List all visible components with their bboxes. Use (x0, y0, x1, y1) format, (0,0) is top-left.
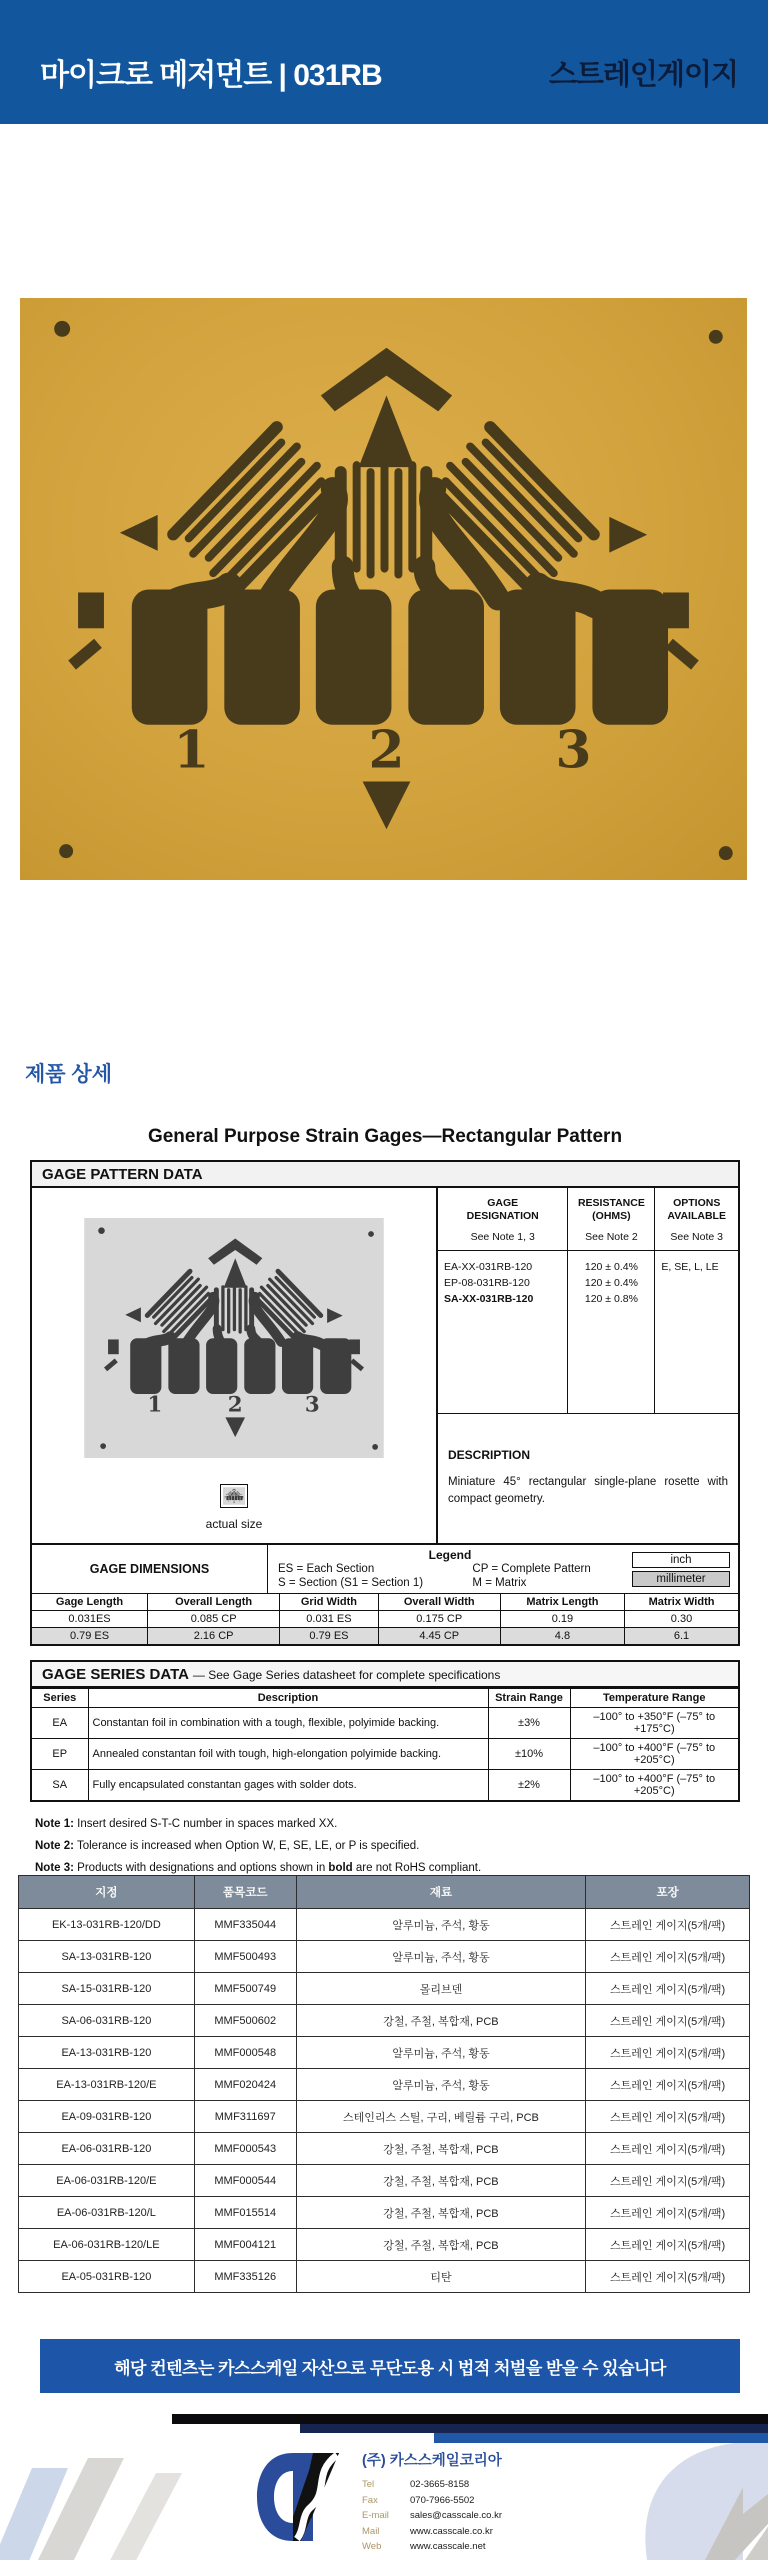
table-cell: E-mail (362, 2510, 389, 2521)
table-cell: 0.79 ES (280, 1628, 378, 1645)
legend-item: M = Matrix (472, 1577, 527, 1589)
table-cell: 알루미늄, 주석, 황동 (296, 1941, 586, 1973)
table-row (19, 2229, 750, 2261)
contact-list (362, 2477, 502, 2555)
table-cell: www.casscale.co.kr (410, 2525, 493, 2537)
table-cell: 0.19 (500, 1611, 624, 1628)
col-note: See Note 2 (585, 1231, 638, 1243)
table-header-cell: 품목코드 (194, 1876, 296, 1909)
table-cell: 0.085 CP (148, 1611, 280, 1628)
table-header-cell: Strain Range (488, 1689, 570, 1708)
table-cell: 강철, 주철, 복합재, PCB (296, 2229, 586, 2261)
resistance-value: 120 ± 0.4% (584, 1261, 638, 1273)
page-header (0, 0, 768, 124)
note-bold: bold (328, 1862, 353, 1874)
table-cell: 스트레인 게이지(5개/팩) (586, 1973, 750, 2005)
product-photo (20, 298, 747, 880)
note-label: Note 3: (35, 1862, 74, 1874)
legend-item: ES = Each Section (278, 1563, 375, 1575)
table-row (19, 2197, 750, 2229)
table-header-cell: Gage Length (32, 1594, 148, 1611)
series-subtitle: — See Gage Series datasheet for complete specifications (192, 1668, 501, 1682)
details-heading: 제품 상세 (25, 1063, 112, 1086)
table-row (19, 2005, 750, 2037)
table-cell: EP (32, 1739, 88, 1770)
description-title: DESCRIPTION (448, 1448, 531, 1462)
table-cell: 스트레인 게이지(5개/팩) (586, 2133, 750, 2165)
table-cell: MMF004121 (194, 2229, 296, 2261)
table-header-cell: Overall Width (378, 1594, 500, 1611)
pattern-photo-cell (32, 1188, 438, 1543)
designation-list (438, 1251, 568, 1413)
table-cell: Web (362, 2541, 382, 2552)
note-text: Tolerance is increased when Option W, E, SE, LE, or P is specified. (73, 1840, 420, 1852)
table-cell: 스트레인 게이지(5개/팩) (586, 2197, 750, 2229)
designation: EP-08-031RB-120 (444, 1277, 530, 1289)
table-cell: Mail (362, 2525, 380, 2537)
table-cell: 0.175 CP (378, 1611, 500, 1628)
table-cell: 스트레인 게이지(5개/팩) (586, 2101, 750, 2133)
table-header-cell: Matrix Length (500, 1594, 624, 1611)
copyright-notice-banner (40, 2339, 740, 2393)
table-cell: Tel (362, 2479, 375, 2490)
table-cell: EK-13-031RB-120/DD (19, 1909, 195, 1941)
table-cell: sales@casscale.co.kr (410, 2510, 503, 2521)
table-cell: 강철, 주철, 복합재, PCB (296, 2133, 586, 2165)
table-cell: –100° to +350°F (–75° to +175°C) (570, 1708, 738, 1739)
table-cell: Annealed constantan foil with tough, high-elongation polyimide backing. (88, 1739, 488, 1770)
cs-watermark (0, 2458, 200, 2560)
unit-millimeter: millimeter (632, 1571, 730, 1587)
note-line (35, 1835, 740, 1857)
table-cell: 스트레인 게이지(5개/팩) (586, 1909, 750, 1941)
table-cell: 스트레인 게이지(5개/팩) (586, 2037, 750, 2069)
col-header-options (655, 1188, 738, 1251)
description-text: Miniature 45° rectangular single-plane rosette with compact geometry. (448, 1476, 728, 1505)
copyright-notice-text: 해당 컨텐츠는 카스스케일 자산으로 무단도용 시 법적 처벌을 받을 수 있습니다 (114, 2358, 666, 2378)
table-cell: –100° to +400°F (–75° to +205°C) (570, 1739, 738, 1770)
table-row (19, 2165, 750, 2197)
table-row (362, 2493, 502, 2509)
table-row (32, 1708, 738, 1739)
table-row (362, 2524, 502, 2540)
note-text: Products with designations and options shown in (73, 1862, 329, 1874)
gage-series-table (32, 1688, 738, 1800)
table-header-row (19, 1876, 750, 1909)
table-row (19, 2069, 750, 2101)
pattern-photo (61, 1218, 407, 1458)
table-cell: 스트레인 게이지(5개/팩) (586, 2069, 750, 2101)
table-cell: 02-3665-8158 (410, 2479, 470, 2490)
product-variants-table (18, 1875, 750, 2293)
table-cell: 알루미늄, 주석, 황동 (296, 2037, 586, 2069)
table-cell: 0.30 (625, 1611, 738, 1628)
designation: EA-XX-031RB-120 (444, 1261, 533, 1273)
cas-logo (253, 2447, 345, 2547)
table-row (362, 2539, 502, 2555)
table-cell: MMF335126 (194, 2261, 296, 2293)
gage-pattern-data-box (30, 1160, 740, 1646)
table-cell: 티탄 (296, 2261, 586, 2293)
table-header-cell: Temperature Range (570, 1689, 738, 1708)
table-cell: 2.16 CP (148, 1628, 280, 1645)
table-cell: EA-06-031RB-120/LE (19, 2229, 195, 2261)
table-cell: –100° to +400°F (–75° to +205°C) (570, 1770, 738, 1801)
table-header-cell: Description (88, 1689, 488, 1708)
table-cell: MMF020424 (194, 2069, 296, 2101)
table-cell: MMF000548 (194, 2037, 296, 2069)
page-title: 마이크로 메저먼트 | 031RB (40, 59, 382, 92)
category-label: 스트레인게이지 (548, 59, 738, 91)
table-cell: 강철, 주철, 복합재, PCB (296, 2197, 586, 2229)
col-header-resistance (568, 1188, 655, 1251)
table-cell: 0.79 ES (32, 1628, 148, 1645)
table-row (19, 2133, 750, 2165)
table-cell: 6.1 (625, 1628, 738, 1645)
table-cell: Fax (362, 2494, 378, 2506)
footer-bar-black (172, 2414, 768, 2424)
table-cell: 알루미늄, 주석, 황동 (296, 1909, 586, 1941)
table-header-row (32, 1689, 738, 1708)
table-cell: SA-15-031RB-120 (19, 1973, 195, 2005)
table-header-cell: Series (32, 1689, 88, 1708)
footer-bar-navy (300, 2424, 768, 2433)
table-cell: MMF015514 (194, 2197, 296, 2229)
gage-dimensions-table (32, 1593, 738, 1644)
table-cell: MMF500602 (194, 2005, 296, 2037)
strain-gauge-photo-graphic (20, 298, 747, 880)
table-row (19, 1973, 750, 2005)
table-row (32, 1611, 738, 1628)
table-cell: EA (32, 1708, 88, 1739)
table-cell: 알루미늄, 주석, 황동 (296, 2069, 586, 2101)
table-cell: MMF000543 (194, 2133, 296, 2165)
table-cell: MMF311697 (194, 2101, 296, 2133)
note-label: Note 2: (35, 1840, 74, 1852)
table-header-row (32, 1594, 738, 1611)
datasheet-notes (30, 1813, 740, 1879)
table-cell: SA-13-031RB-120 (19, 1941, 195, 1973)
table-cell: 0.031 ES (280, 1611, 378, 1628)
table-header-cell: Overall Length (148, 1594, 280, 1611)
table-cell: MMF500493 (194, 1941, 296, 1973)
table-cell: Constantan foil in combination with a tough, flexible, polyimide backing. (88, 1708, 488, 1739)
designation: SA-XX-031RB-120 (444, 1293, 534, 1305)
table-cell: SA (32, 1770, 88, 1801)
note-text: are not RoHS compliant. (352, 1862, 482, 1874)
strain-gauge-diagram-graphic (61, 1218, 407, 1458)
company-name: (주) 카스스케일코리아 (362, 2453, 502, 2469)
col-title: DESIGNATION (466, 1210, 539, 1222)
table-row (32, 1628, 738, 1645)
table-cell: 스테인리스 스틸, 구리, 베릴륨 구리, PCB (296, 2101, 586, 2133)
table-cell: EA-05-031RB-120 (19, 2261, 195, 2293)
table-row (19, 2261, 750, 2293)
table-row (19, 1941, 750, 1973)
note-line (35, 1813, 740, 1835)
table-cell: SA-06-031RB-120 (19, 2005, 195, 2037)
table-cell: 강철, 주철, 복합재, PCB (296, 2165, 586, 2197)
legend-item: S = Section (S1 = Section 1) (278, 1577, 424, 1589)
gage-dimensions-title: GAGE DIMENSIONS (32, 1545, 268, 1593)
table-cell: ±2% (488, 1770, 570, 1801)
table-row (32, 1739, 738, 1770)
table-cell: MMF000544 (194, 2165, 296, 2197)
gage-series-data-box (30, 1660, 740, 1802)
table-cell: 스트레인 게이지(5개/팩) (586, 2261, 750, 2293)
footer (0, 2400, 768, 2560)
table-cell: 0.031ES (32, 1611, 148, 1628)
options-cell: E, SE, L, LE (661, 1261, 719, 1273)
series-title: GAGE SERIES DATA (42, 1666, 189, 1683)
legend-item: CP = Complete Pattern (472, 1563, 591, 1575)
table-cell: EA-13-031RB-120/E (19, 2069, 195, 2101)
table-header-cell: Grid Width (280, 1594, 378, 1611)
footer-bar-blue (434, 2433, 768, 2443)
table-row (362, 2477, 502, 2493)
product-variants-table-wrap (18, 1875, 750, 2293)
datasheet (30, 1126, 740, 1879)
table-cell: MMF500749 (194, 1973, 296, 2005)
datasheet-title: General Purpose Strain Gages—Rectangular Pattern (147, 1126, 623, 1147)
table-cell: 스트레인 게이지(5개/팩) (586, 2229, 750, 2261)
gage-series-data-header (32, 1662, 738, 1688)
col-title: RESISTANCE (577, 1197, 645, 1209)
actual-size-icon (220, 1484, 248, 1508)
table-cell: Fully encapsulated constantan gages with solder dots. (88, 1770, 488, 1801)
table-cell: www.casscale.net (410, 2541, 486, 2552)
table-cell: ±3% (488, 1708, 570, 1739)
col-note: See Note 3 (670, 1231, 723, 1243)
note-label: Note 1: (35, 1818, 74, 1830)
table-cell: EA-06-031RB-120/L (19, 2197, 195, 2229)
col-header-designation (438, 1188, 568, 1251)
table-cell: 스트레인 게이지(5개/팩) (586, 2165, 750, 2197)
table-cell: 4.8 (500, 1628, 624, 1645)
col-title: GAGE (487, 1197, 519, 1209)
table-cell: 스트레인 게이지(5개/팩) (586, 1941, 750, 1973)
resistance-value: 120 ± 0.8% (584, 1293, 638, 1305)
table-row (19, 1909, 750, 1941)
table-cell: MMF335044 (194, 1909, 296, 1941)
gage-pattern-data-header: GAGE PATTERN DATA (32, 1162, 738, 1188)
table-cell: 몰리브덴 (296, 1973, 586, 2005)
legend-title: Legend (428, 1548, 472, 1562)
table-row (32, 1770, 738, 1801)
col-title: OPTIONS (673, 1197, 721, 1209)
table-header-cell: 포장 (586, 1876, 750, 1909)
table-header-cell: 지정 (19, 1876, 195, 1909)
actual-size-label: actual size (205, 1517, 263, 1531)
table-cell: 강철, 주철, 복합재, PCB (296, 2005, 586, 2037)
col-title: (OHMS) (592, 1210, 631, 1222)
description-cell (438, 1413, 738, 1543)
note-text: Insert desired S-T-C number in spaces marked XX. (73, 1818, 338, 1830)
table-cell: 스트레인 게이지(5개/팩) (586, 2005, 750, 2037)
table-cell: ±10% (488, 1739, 570, 1770)
legend-cell (268, 1545, 632, 1593)
table-row (362, 2508, 502, 2524)
unit-inch: inch (632, 1552, 730, 1568)
table-header-cell: Matrix Width (625, 1594, 738, 1611)
table-cell: 070-7966-5502 (410, 2494, 475, 2506)
table-cell: EA-13-031RB-120 (19, 2037, 195, 2069)
table-row (19, 2037, 750, 2069)
resistance-list (568, 1251, 655, 1413)
table-cell: EA-09-031RB-120 (19, 2101, 195, 2133)
table-cell: EA-06-031RB-120/E (19, 2165, 195, 2197)
resistance-value: 120 ± 0.4% (584, 1277, 638, 1289)
table-cell: EA-06-031RB-120 (19, 2133, 195, 2165)
col-note: See Note 1, 3 (470, 1231, 535, 1243)
col-title: AVAILABLE (667, 1210, 726, 1222)
table-row (19, 2101, 750, 2133)
table-header-cell: 재료 (296, 1876, 586, 1909)
table-cell: 4.45 CP (378, 1628, 500, 1645)
